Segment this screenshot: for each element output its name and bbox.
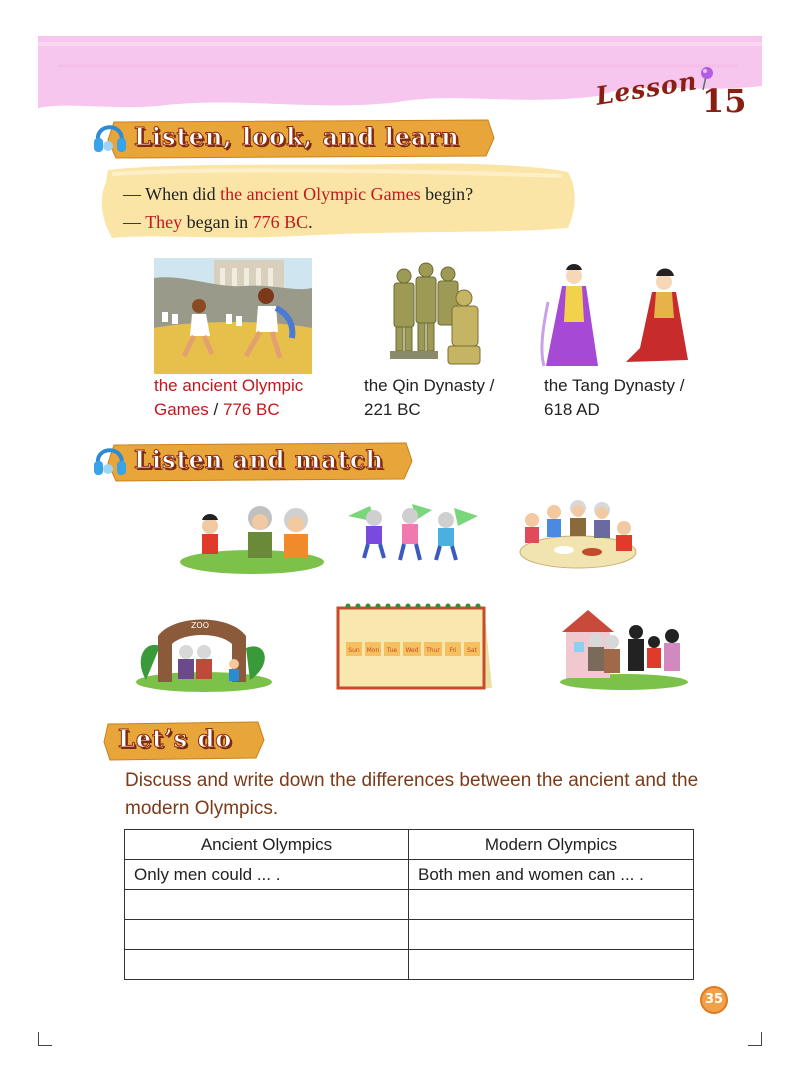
lesson-word: Lesson [593,66,700,111]
calendar-picture[interactable] [334,600,492,692]
caption-tang-dynasty [544,374,685,422]
crop-mark-bottom-left [38,1032,52,1046]
instruction-text: Discuss and write down the differences between the ancient and the modern Olympics. [125,770,699,819]
crop-mark-bottom-right [748,1032,762,1046]
column-header-modern: Modern Olympics [409,830,694,860]
section-title: Listen and match [134,445,384,474]
table-row [125,950,694,980]
tang-dynasty-ladies-illustration [540,262,698,374]
table-header-row [125,830,694,860]
calendar-day-label: Mon [366,647,380,654]
visiting-grandparents-house-picture[interactable] [556,602,692,692]
dialog-line-2-mid: began in [182,212,253,232]
dialog-line-1-highlight: the ancient Olympic Games [220,184,421,204]
calendar-day-label: Tue [386,647,398,654]
ancient-olympics-illustration [154,258,312,374]
table-cell-ancient[interactable] [125,890,409,920]
caption-qin-dynasty [364,374,494,422]
zoo-sign-text: ZOO [190,621,210,630]
table-cell-modern[interactable] [409,890,694,920]
caption-year: 776 BC [222,400,280,419]
family-dinner-picture[interactable] [516,494,638,572]
caption-line: the Tang Dynasty / [544,376,685,395]
headphone-icon [92,118,128,158]
table-row [125,920,694,950]
table-row [125,890,694,920]
dialog-line-2-highlight-they: They [145,212,183,232]
section-title: Listen, look, and learn [134,122,460,151]
caption-separator: / [208,400,223,419]
family-walking-picture[interactable] [178,500,326,576]
dialog-text [123,180,473,236]
lesson-number: 15 [702,82,747,120]
section-banner-lets-do [102,720,266,760]
dialog-line-2-end: . [308,212,313,232]
column-header-ancient: Ancient Olympics [125,830,409,860]
table-cell-ancient[interactable] [125,950,409,980]
caption-games: Games [154,400,209,419]
dialog-line-2-start: — [123,212,146,232]
section-banner-listen-look-learn [96,118,496,158]
grandparents-fan-dance-picture[interactable] [342,500,482,564]
dialog-line-1 [123,180,473,208]
dialog-line-2 [123,208,473,236]
caption-line: the Qin Dynasty / [364,376,495,395]
calendar-day-label: Fri [449,647,457,654]
dialog-line-1-end: begin? [420,184,474,204]
calendar-day-label: Wed [405,647,419,654]
olympics-comparison-table [124,829,694,980]
headphone-icon [92,441,128,481]
calendar-day-label: Thur [426,647,440,654]
table-cell-ancient[interactable]: Only men could ... . [125,860,409,890]
dialog-line-1-start: — When did [123,184,221,204]
caption-ancient-olympics [154,374,303,422]
table-cell-modern[interactable]: Both men and women can ... . [409,860,694,890]
table-cell-modern[interactable] [409,950,694,980]
terracotta-warriors-illustration [384,258,484,370]
caption-line [154,398,303,422]
page-number-badge: 35 [700,986,728,1014]
table-cell-modern[interactable] [409,920,694,950]
caption-line: 221 BC [364,400,421,419]
calendar-day-label: Sun [348,647,360,654]
table-cell-ancient[interactable] [125,920,409,950]
section-title: Let’s do [118,724,233,753]
caption-line: the ancient Olympic [154,376,304,395]
dialog-line-2-highlight-year: 776 BC [252,212,309,232]
calendar-day-label: Sat [467,647,477,654]
zoo-visit-picture[interactable] [134,610,274,694]
table-row [125,860,694,890]
caption-line: 618 AD [544,400,600,419]
section-banner-listen-and-match [96,441,414,481]
